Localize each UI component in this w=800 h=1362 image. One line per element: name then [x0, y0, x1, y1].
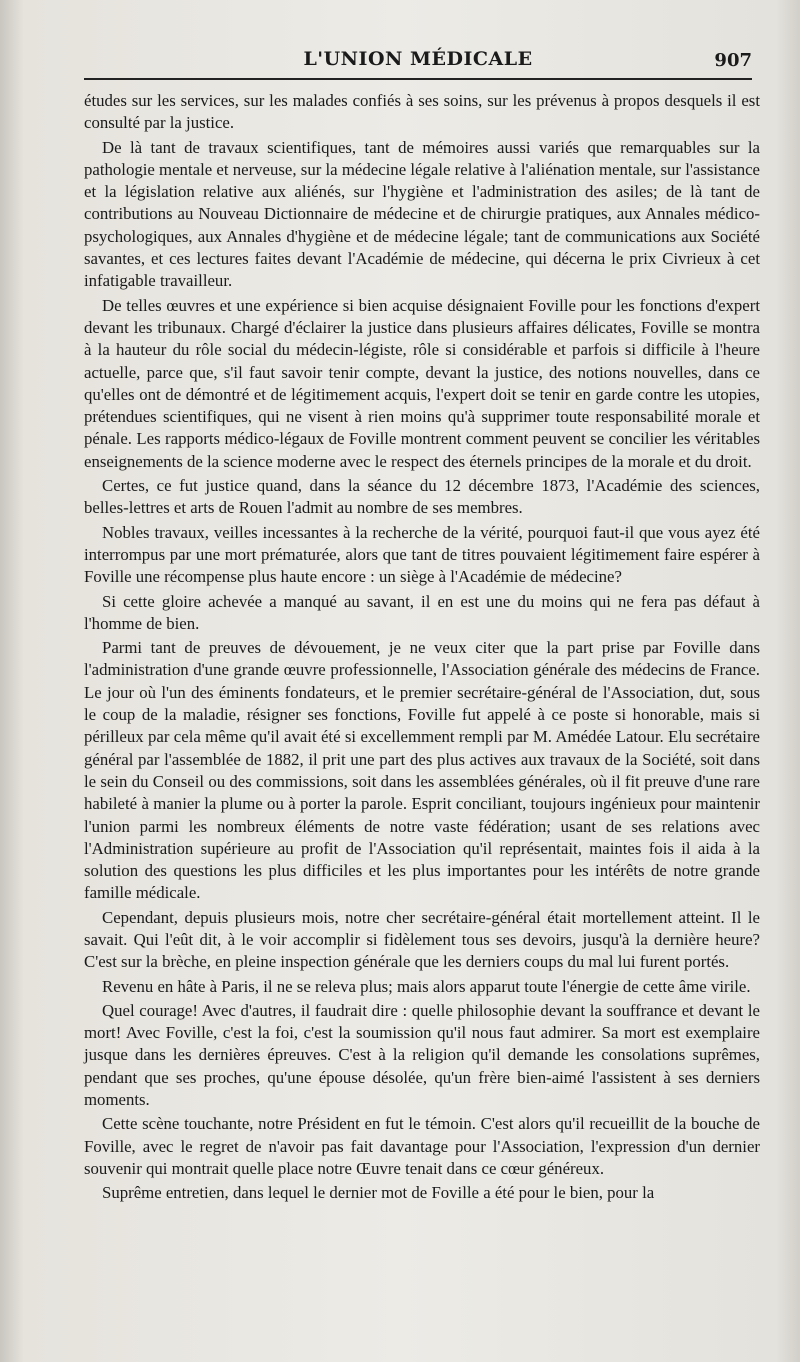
paragraph: Nobles travaux, veilles incessantes à la recherche de la vérité, pourquoi faut-il que vous ayez été interrompus par une mort prématurée, alors que tant de titres pouvaient légitimement faire espérer à Foville une récompense plus haute encore : un siège à l'Académie de médecine?	[84, 522, 760, 587]
running-header	[84, 46, 752, 76]
page-number: 907	[714, 50, 752, 71]
journal-title: L'UNION MÉDICALE	[303, 48, 533, 70]
paragraph: études sur les services, sur les malades confiés à ses soins, sur les prévenus à propos desquels il est consulté par la justice.	[84, 91, 760, 133]
paragraph: Parmi tant de preuves de dévouement, je ne veux citer que la part prise par Foville dans l'administration d'une grande œuvre professionnelle, l'Association générale des médecins de France. Le jour où l'un des éminents fondateurs, et le premier secrétaire-général de l'Association, dut, sous le coup de la maladie, résigner ses fonctions, Foville fut appelé à ce poste si honorable, mais si périlleux par cela même qu'il avait été si excellemment rempli par M. Amédée Latour. Elu secrétaire général par l'assemblée de 1882, il prit une part des plus actives aux travaux de la Société, soit dans le sein du Conseil ou des commissions, soit dans les assemblées générales, où il fit preuve d'une rare habileté à manier la plume ou à porter la parole. Esprit conciliant, toujours ingénieux pour maintenir l'union parmi les nombreux éléments de notre vaste fédération; usant de ses relations avec l'Administration supérieure au profit de l'Association qu'il représentait, maintes fois il aida à la solution des questions les plus difficiles et les plus importantes pour les intérêts de notre grande famille médicale.	[84, 638, 760, 903]
header-rule	[84, 78, 752, 80]
paragraph: Suprême entretien, dans lequel le dernier mot de Foville a été pour le bien, pour la	[102, 1183, 655, 1203]
paragraph: De là tant de travaux scientifiques, tant de mémoires aussi variés que remarquables sur la pathologie mentale et nerveuse, sur la médecine légale relative à l'aliénation mentale, sur l'assistance et la législation relative aux aliénés, sur l'hygiène et l'administration des asiles; de là tant de contributions au Nouveau Dictionnaire de médecine et de chirurgie pratiques, aux Annales médico-psychologiques, aux Annales d'hygiène et de médecine légale; tant de communications aux Société savantes, et ces lectures faites devant l'Académie de médecine, qui décerna le prix Civrieux à cet infatigable travailleur.	[84, 137, 760, 291]
paragraph: Cette scène touchante, notre Président en fut le témoin. C'est alors qu'il recueillit de la bouche de Foville, avec le regret de n'avoir pas fait davantage pour l'Association, l'expression d'un dernier souvenir qui montrait quelle place notre Œuvre tenait dans ce cœur généreux.	[84, 1114, 760, 1178]
paragraph: Si cette gloire achevée a manqué au savant, il en est une du moins qui ne fera pas défaut à l'homme de bien.	[84, 591, 760, 633]
paragraph: De telles œuvres et une expérience si bien acquise désignaient Foville pour les fonctions d'expert devant les tribunaux. Chargé d'éclairer la justice dans plusieurs affaires délicates, Foville se montra à la hauteur du rôle social du médecin-légiste, rôle si considérable et parfois si difficile à l'heure actuelle, parce que, s'il faut savoir tenir compte, devant la justice, des notions nouvelles, dans ce qu'elles ont de démontré et de légitimement acquis, l'expert doit se tenir en garde contre les utopies, prétendues scientifiques, qui ne visent à rien moins qu'à supprimer toute responsabilité morale et pénale. Les rapports médico-légaux de Foville montrent comment peuvent se concilier les véritables enseignements de la science moderne avec le respect des éternels principes de la morale et du droit.	[84, 295, 760, 471]
paragraph: Certes, ce fut justice quand, dans la séance du 12 décembre 1873, l'Académie des sciences, belles-lettres et arts de Rouen l'admit au nombre de ses membres.	[84, 476, 760, 518]
paragraph: Cependant, depuis plusieurs mois, notre cher secrétaire-général était mortellement atteint. Il le savait. Qui l'eût dit, à le voir accomplir si fidèlement tous ses devoirs, jusqu'à la dernière heure? C'est sur la brèche, en pleine inspection générale que les derniers coups du mal lui furent portés.	[84, 907, 760, 972]
paragraph: Revenu en hâte à Paris, il ne se releva plus; mais alors apparut toute l'énergie de cette âme virile.	[102, 976, 751, 996]
paragraph: Quel courage! Avec d'autres, il faudrait dire : quelle philosophie devant la souffrance et devant le mort! Avec Foville, c'est la foi, c'est la soumission qu'il nous faut admirer. Sa mort est exemplaire jusque dans les dernières épreuves. C'est à la religion qu'il demande les consolations suprêmes, pendant que ses proches, qu'une épouse désolée, qu'un frère bien-aimé l'assistent à ses derniers moments.	[84, 1000, 760, 1110]
article-body	[84, 90, 760, 1205]
